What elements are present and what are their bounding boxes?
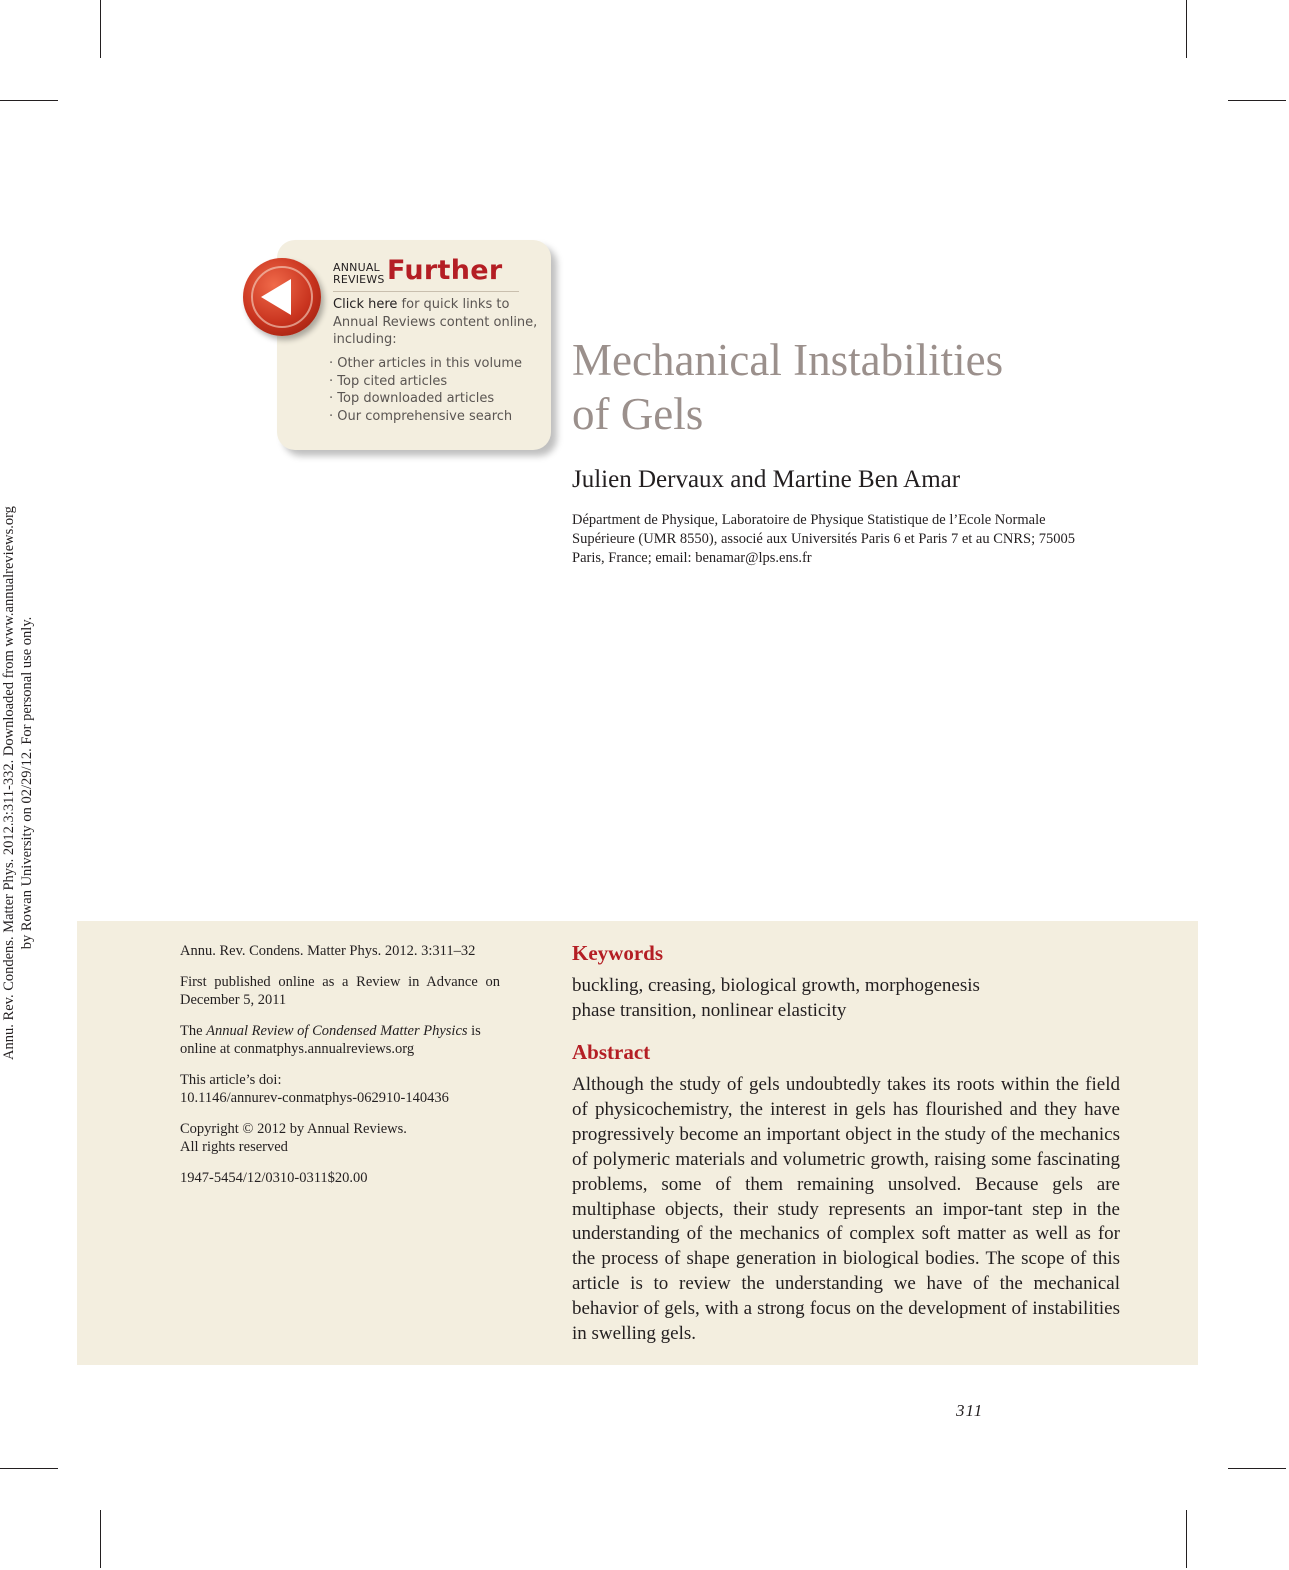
crop-mark bbox=[1228, 1468, 1286, 1469]
further-heading: Further bbox=[387, 255, 503, 286]
keywords-line2: phase transition, nonlinear elasticity bbox=[572, 1000, 847, 1021]
further-item[interactable]: · Top downloaded articles bbox=[329, 391, 495, 406]
issn: 1947-5454/12/0310-0311$20.00 bbox=[180, 1169, 368, 1186]
crop-mark bbox=[1186, 0, 1187, 58]
brand-line2: REVIEWS bbox=[333, 273, 385, 286]
further-item[interactable]: · Our comprehensive search bbox=[329, 408, 513, 424]
page-number: 311 bbox=[956, 1401, 984, 1420]
back-arrow-icon[interactable] bbox=[243, 258, 321, 336]
further-list bbox=[329, 355, 522, 425]
abstract-text: Although the study of gels undoubtedly takes its roots within the field of physicochemistry, the interest in gels has flourished and they have progressively become an important object in the study of the mechanics of polymeric materials and volumetric growth, raising some fascinating problems, some of them remaining unsolved. Because gels are multiphase objects, their study represents an impor-tant step in the understanding of the mechanics of complex soft matter as well as for the process of shape generation in biological bodies. The scope of this article is to review the understanding we have of the mechanical behavior of gels, with a strong focus on the development of instabilities in swelling gels. bbox=[572, 1074, 1120, 1345]
crop-mark bbox=[100, 1510, 101, 1568]
title-line2: of Gels bbox=[572, 389, 704, 439]
doi[interactable]: 10.1146/annurev-conmatphys-062910-140436 bbox=[180, 1090, 449, 1106]
keywords-list bbox=[572, 973, 980, 1023]
further-divider bbox=[333, 291, 519, 292]
brand-line1: ANNUAL bbox=[333, 261, 380, 274]
further-intro-text: for quick links to Annual Reviews content online, including: bbox=[333, 297, 538, 347]
download-notice-line2: by Rowan University on 02/29/12. For personal use only. bbox=[19, 616, 35, 950]
publication-meta bbox=[180, 942, 500, 1199]
doi-block bbox=[180, 1071, 500, 1108]
crop-mark bbox=[0, 100, 58, 101]
crop-mark bbox=[100, 0, 101, 58]
first-published: First published online as a Review in Advance on December 5, 2011 bbox=[180, 973, 500, 1008]
download-notice bbox=[0, 453, 40, 1113]
crop-mark bbox=[0, 1468, 58, 1469]
further-item[interactable]: · Top cited articles bbox=[329, 373, 448, 389]
keywords-heading: Keywords bbox=[572, 941, 663, 965]
citation: Annu. Rev. Condens. Matter Phys. 2012. 3:311–32 bbox=[180, 943, 476, 959]
journal-info: The Annual Review of Condensed Matter Physics is online at conmatphys.annualreviews.org bbox=[180, 1022, 481, 1057]
further-intro bbox=[333, 296, 543, 349]
annual-reviews-logo bbox=[333, 262, 385, 286]
article-title bbox=[572, 333, 1092, 441]
affiliation: Départment de Physique, Laboratoire de Physique Statistique de l’Ecole Normale Supérieure (UMR 8550), associé aux Universités Paris 6 et Paris 7 et au CNRS; 75005 Paris, France; email: benamar@lps.ens.fr bbox=[572, 512, 1075, 566]
journal-name: Annual Review of Condensed Matter Physics bbox=[206, 1022, 468, 1039]
further-item[interactable]: · Other articles in this volume bbox=[329, 356, 522, 371]
doi-label: This article’s doi: bbox=[180, 1071, 282, 1088]
abstract-heading: Abstract bbox=[572, 1040, 651, 1064]
crop-mark bbox=[1186, 1510, 1187, 1568]
crop-mark bbox=[1228, 100, 1286, 101]
copyright: Copyright © 2012 by Annual Reviews. All rights reserved bbox=[180, 1120, 407, 1155]
click-here-link[interactable]: Click here bbox=[333, 297, 398, 312]
keywords-line1: buckling, creasing, biological growth, morphogenesis bbox=[572, 975, 980, 996]
authors: Julien Dervaux and Martine Ben Amar bbox=[572, 466, 961, 493]
title-line1: Mechanical Instabilities bbox=[572, 335, 1004, 385]
download-notice-line1: Annu. Rev. Condens. Matter Phys. 2012.3:311-332. Downloaded from www.annualreviews.org bbox=[1, 506, 17, 1060]
